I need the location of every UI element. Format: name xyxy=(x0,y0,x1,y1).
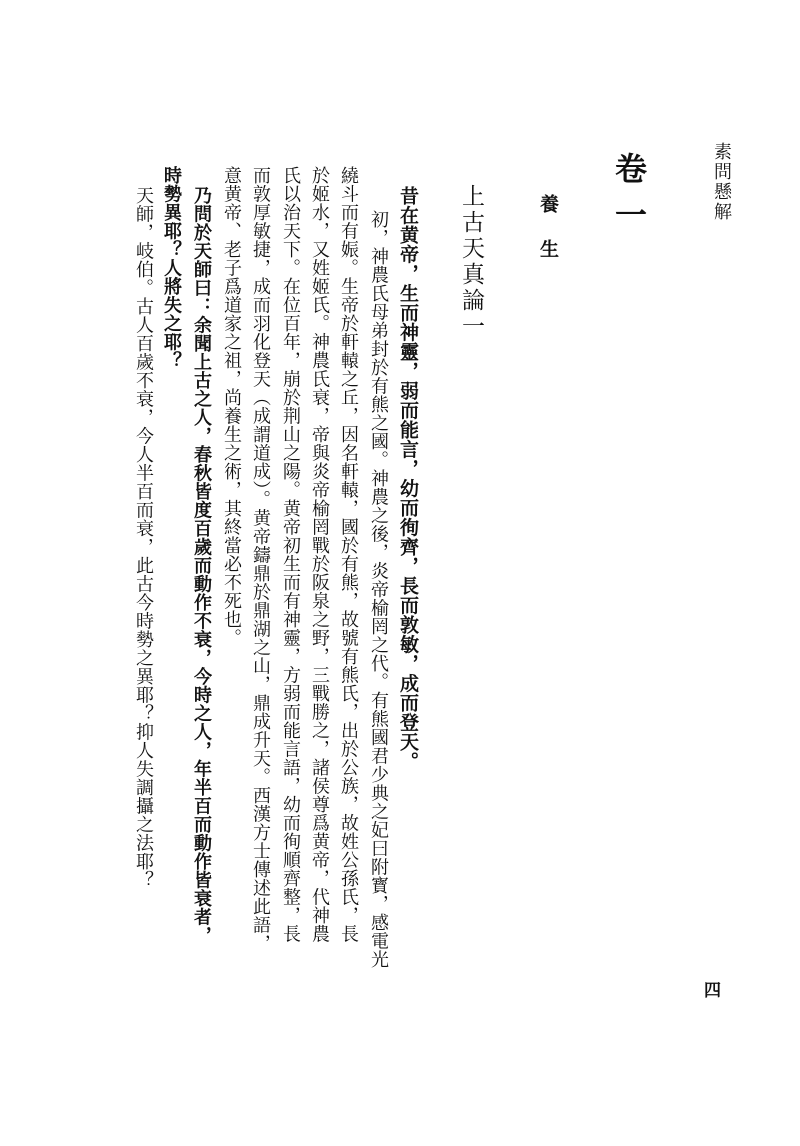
text-column-3: 繞斗而有娠。生帝於軒轅之丘，因名軒轅，國於有熊，故號有熊氏，出於公族，故姓公孫氏，長 xyxy=(338,166,359,943)
text-column-1: 昔在黄帝，生而神靈，弱而能言，幼而徇齊，長而敦敏，成而登天。 xyxy=(397,186,419,771)
page-number: 四 xyxy=(704,981,721,1001)
text-column-6: 而敦厚敏捷，成而羽化登天（成謂道成）。黄帝鑄鼎於鼎湖之山，鼎成升天。西漢方士傳述此語， xyxy=(250,166,271,953)
text-column-2: 初，神農氏母弟封於有熊之國。神農之後，炎帝榆罔之代。有熊國君少典之妃曰附寳，感電光 xyxy=(368,210,389,969)
volume-heading: 卷一 xyxy=(610,152,648,244)
text-column-4: 於姬水，又姓姬氏。神農氏衰，帝與炎帝榆罔戰於阪泉之野，三戰勝之，諸侯尊爲黄帝，代神農 xyxy=(309,166,330,943)
text-column-10: 天師，岐伯。古人百歲不衰，今人半百而衰，此古今時勢之異耶？抑人失調攝之法耶？ xyxy=(133,186,154,889)
text-column-8: 乃問於天師曰：余聞上古之人，春秋皆度百歲而動作不衰，今時之人，年半百而動作皆衰者， xyxy=(191,186,212,945)
running-header-title: 素問懸解 xyxy=(711,142,732,222)
section-heading: 養生 xyxy=(537,194,559,284)
text-column-9: 時勢異耶？人將失之耶？ xyxy=(161,166,182,370)
text-column-5: 氏以治天下。在位百年，崩於荆山之陽。黄帝初生而有神靈，方弱而能言語，幼而徇順齊整，長 xyxy=(280,166,301,943)
chapter-heading: 上古天真論一 xyxy=(458,184,484,340)
text-column-7: 意黄帝、老子爲道家之祖，尚養生之術，其終當必不死也。 xyxy=(221,166,242,647)
